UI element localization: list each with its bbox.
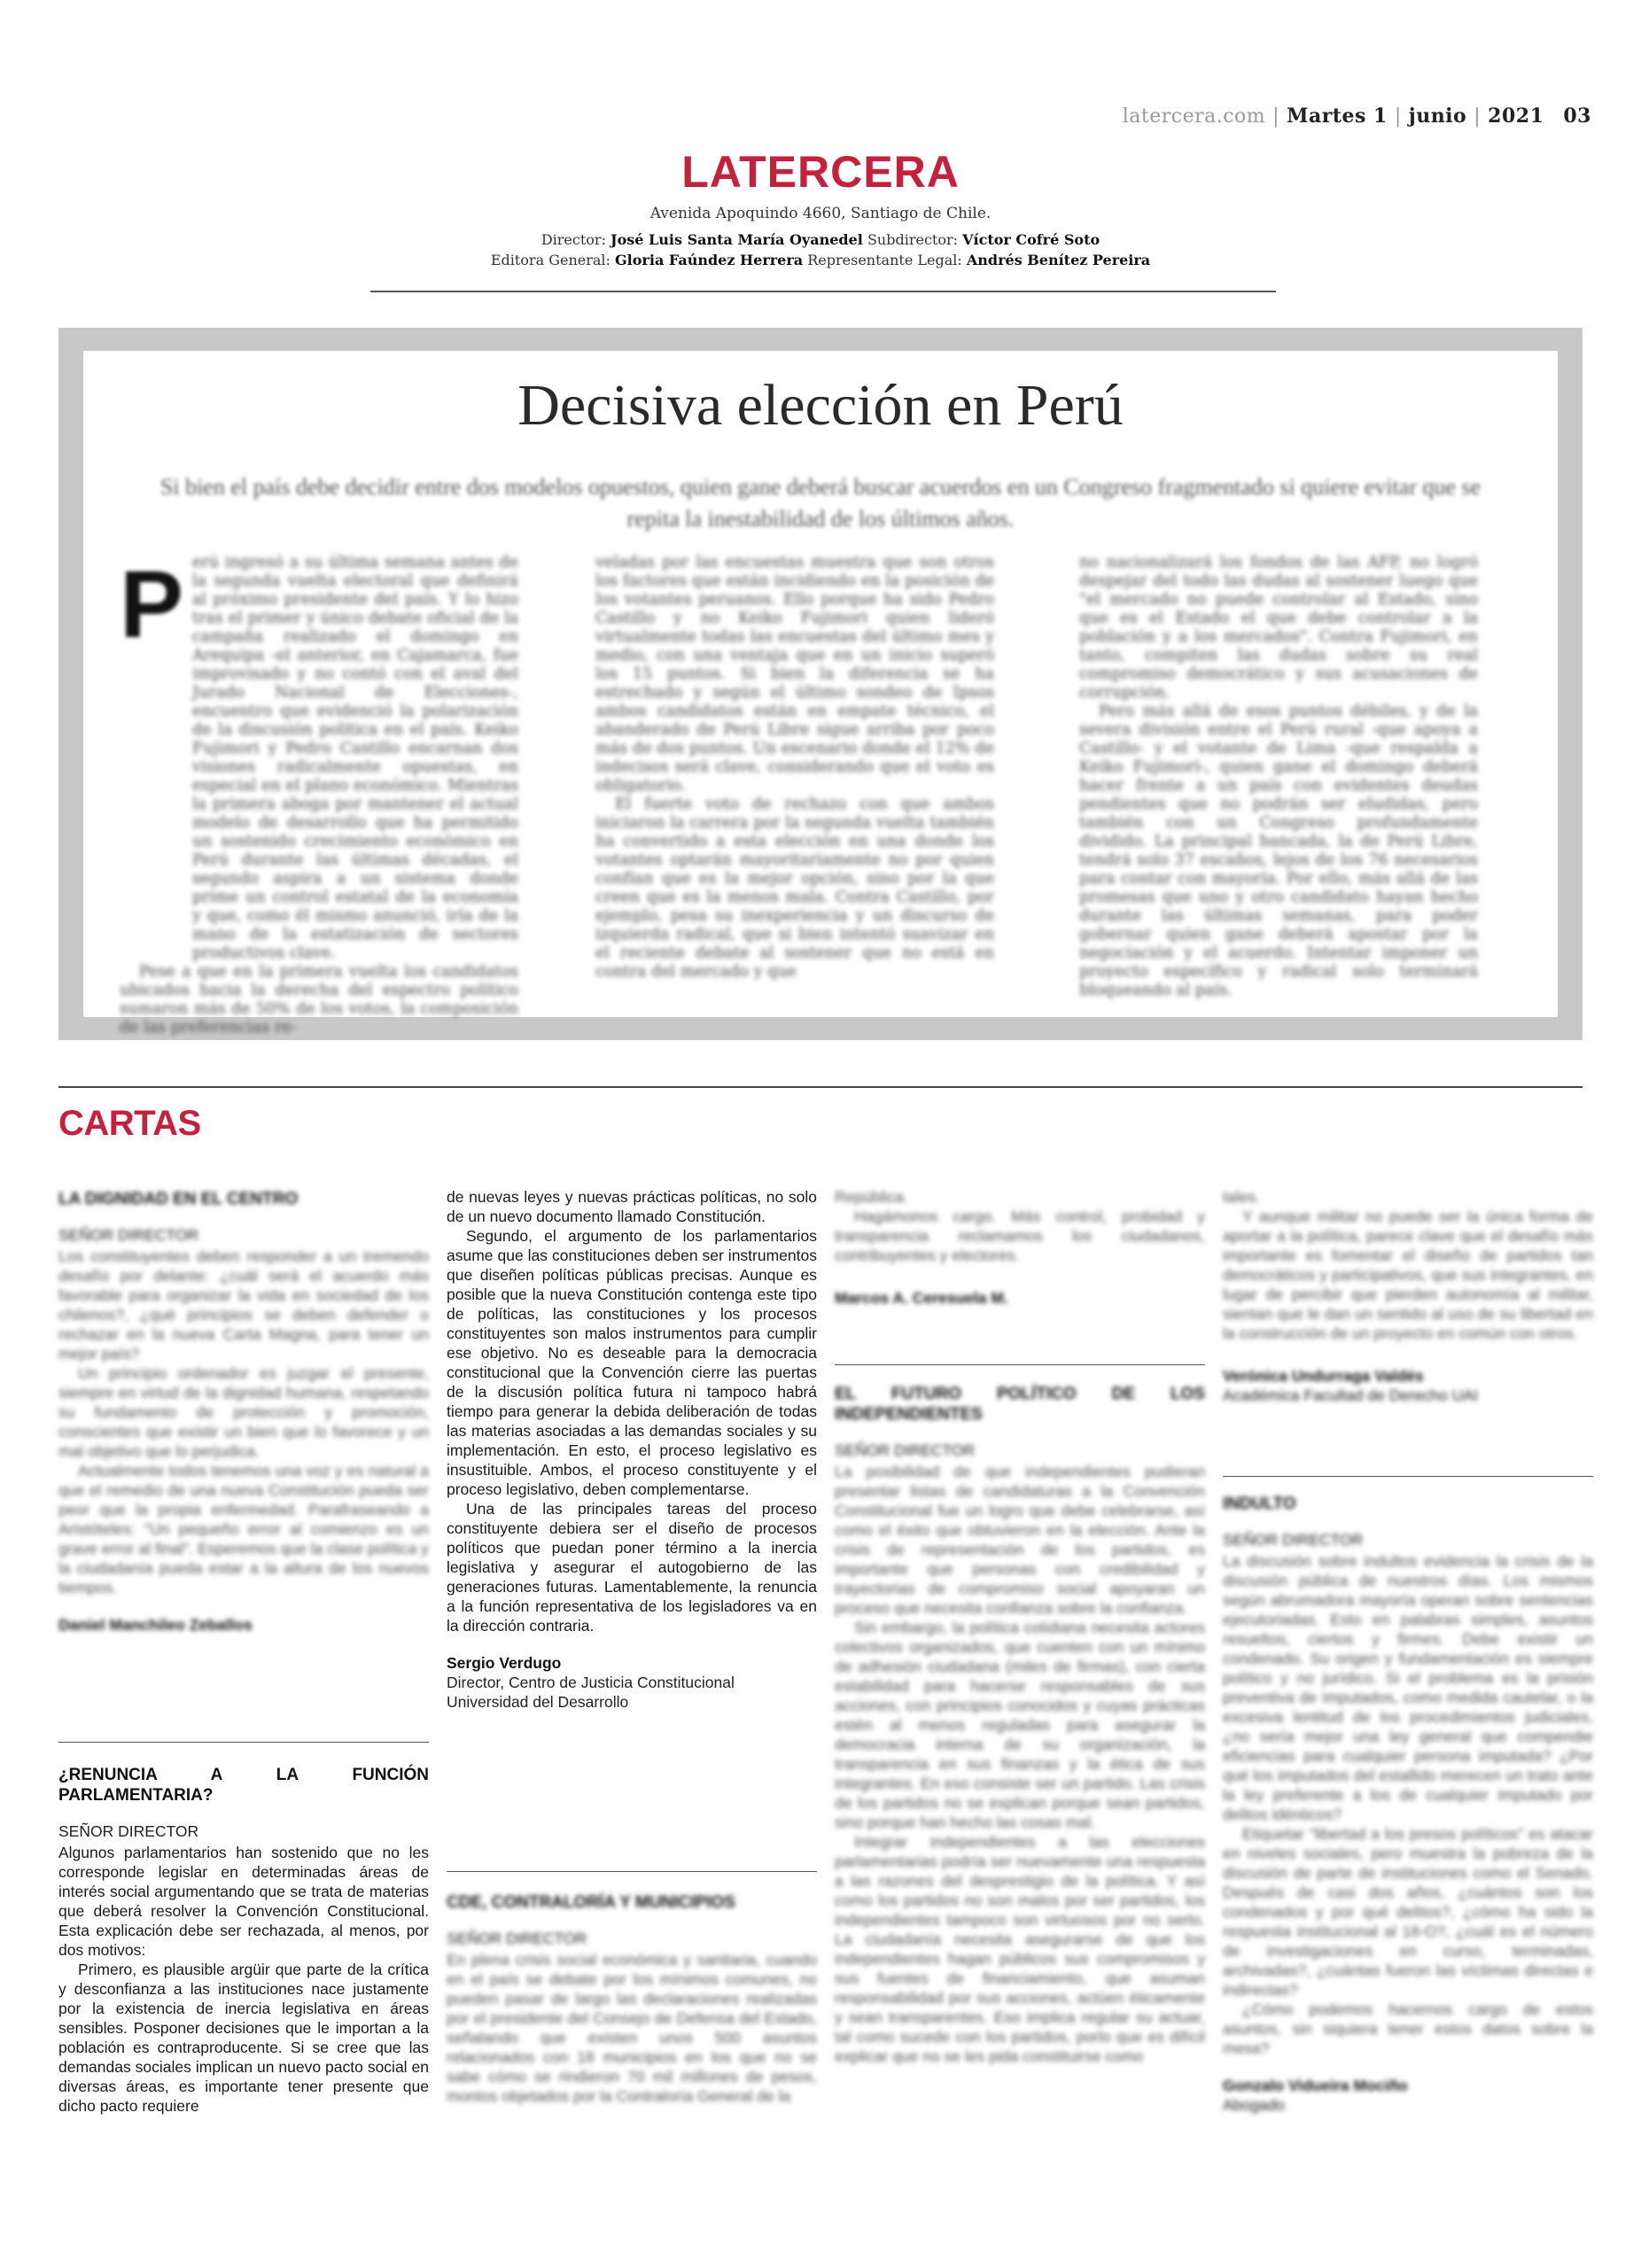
staff-line-2: [0, 252, 1641, 268]
editorial-paragraph: Pese a que en la primera vuelta los candidatos ubicados hacia la derecha del espectro político sumaron más de 50% de los votos, la composición de las preferencias re-: [120, 963, 518, 1037]
letter-heading: ¿RENUNCIA A LA FUNCIÓN PARLAMENTARIA?: [58, 1766, 429, 1805]
letter-paragraph: La discusión sobre indultos evidencia la crisis de la discusión pública de nuestros días. Los mismos según abrumadora mayoría operan sobre sentencias ejecutoriadas. Esto en palabras simples, asuntos resueltos, ciertos y firmes. Debe existir un condenado. Su origen y fundamentación es siempre político y no jurídico. Si el problema es la prisión preventiva de imputados, como medida cautelar, o la excesiva lentitud de los procedimientos judiciales, ¿no sería mejor una ley general que compendie eficiencias para cualquier persona imputada? ¿Por qué los imputados del estallido merecen un trato ante la ley preferente a los de cualquier imputado por delitos idénticos?: [1223, 1552, 1593, 1823]
editorial-paragraph: no nacionalizará los fondos de las AFP, no logró despejar del todo las dudas al sostener luego que "el mercado no puede controlar al Estado, sino que es el Estado el que debe controlar a la población y a los mercados". Contra Fujimori, en tanto, compiten las dudas sobre su real compromiso democrático y sus acusaciones de corrupción.: [1079, 554, 1478, 702]
date-month: junio: [1408, 105, 1467, 128]
letter-divider: [58, 1742, 429, 1743]
editorial-title: Decisiva elección en Perú: [517, 373, 1124, 438]
letter-signature: Marcos A. Ceresuela M.: [835, 1289, 1008, 1307]
director-label: Director:: [541, 231, 606, 248]
letter-paragraph: Un principio ordenador es juzgar el presente, siempre en virtud de la dignidad humana, respetando su fundamento de protección y promoción, conscientes que existir un bien que lo favorece y un mal objetivo que lo perjudica.: [58, 1364, 429, 1460]
letter-salutation: SEÑOR DIRECTOR: [447, 1930, 587, 1947]
letter-paragraph: Los constituyentes deben responder a un tremendo desafío por delante: ¿cuál será el acuerdo más favorable para organizar la vida en sociedad de los chilenos?, ¿qué principios se deben defender o rechazar en la nueva Carta Magna, para tener un mejor país?: [58, 1247, 429, 1363]
letter-signature: Daniel Manchileo Zeballos: [58, 1616, 253, 1634]
letter-paragraph: La posibilidad de que independientes pudieran presentar listas de candidaturas a la Convención Constitucional fue un logro que debe celebrarse, así como el éxito que obtuvieron en la elección. Ante la crisis de representación de los partidos, es importante que personas con credibilidad y trayectorias de compromiso social apoyaran un proceso que necesita confianza sobre la confianza.: [835, 1463, 1205, 1617]
letter-salutation: SEÑOR DIRECTOR: [1223, 1531, 1364, 1549]
letter-renuncia-part1: [58, 1765, 429, 2116]
letter-signature: Sergio Verdugo: [447, 1654, 562, 1672]
letter-independientes: [835, 1384, 1205, 2066]
signature-role: Abogado: [1223, 2096, 1286, 2114]
letter-paragraph: tales.: [1223, 1188, 1260, 1206]
signature-role: Director, Centro de Justicia Constitucional: [447, 1674, 735, 1691]
letter-indulto: [1223, 1494, 1593, 2115]
letter-paragraph: Etiquetar "libertad a los presos políticos" es atacar en niveles sociales, pero muestra la pobreza de la discusión de parte de instituciones como el Senado. Después de casi dos años, ¿cuántos son los condenados y por qué delitos?, ¿cómo ha sido la respuesta institucional al 18-O?, ¿cuál es el número de investigaciones en curso, terminadas, archivadas?, ¿cuántas fueron las víctimas directas e indirectas?: [1223, 1825, 1593, 1999]
letter-paragraph: Actualmente todos tenemos una voz y es natural a que el remedio de una nueva Constitución pueda ser peor que la propia enfermedad. Parafraseando a Aristóteles: "Un pequeño error al comienzo es un grave error al final". Esperemos que la clase política y la ciudadanía pueda estar a la altura de los nuevos tiempos.: [58, 1462, 429, 1596]
letter-heading: INDULTO: [1223, 1495, 1296, 1513]
date-day: Martes 1: [1287, 105, 1388, 128]
signature-role: Académica Facultad de Derecho UAI: [1223, 1386, 1478, 1404]
letter-signature: Gonzalo Vidueira Mociño: [1223, 2077, 1408, 2094]
cartas-divider: [58, 1086, 1583, 1088]
letter-paragraph: ¿Cómo podemos hacernos cargo de estos asuntos, sin siquiera tener estos datos sobre la mesa?: [1223, 2000, 1593, 2057]
letter-heading: CDE, CONTRALORÍA Y MUNICIPIOS: [447, 1893, 735, 1912]
letter-paragraph: de nuevas leyes y nuevas prácticas políticas, no solo de un nuevo documento llamado Constitución.: [447, 1188, 817, 1225]
editorial-paragraph: erú ingresó a su última semana antes de la segunda vuelta electoral que definirá al próximo presidente del país. Y lo hizo tras el primer y único debate oficial de la campaña realizado el domingo en Arequipa -el anterior, en Cajamarca, fue improvisado y no contó con el aval del Jurado Nacional de Elecciones-, encuentro que evidenció la polarización de la discusión política en el país. Keiko Fujimori y Pedro Castillo encarnan dos visiones radicalmente opuestas, en especial en el plano económico. Mientras la primera aboga por mantener el actual modelo de desarrollo que ha permitido un sostenido crecimiento económico en Perú durante las últimas décadas, el segundo aspira a un sistema donde prime un control estatal de la economía y que, como él mismo anunció, iría de la mano de la estatización de sectores productivos clave.: [192, 554, 518, 962]
letter-salutation: SEÑOR DIRECTOR: [835, 1441, 976, 1459]
letter-salutation: SEÑOR DIRECTOR: [58, 1822, 199, 1840]
letter-independientes-part2: [1223, 1187, 1593, 1405]
masthead: [0, 146, 1641, 268]
letter-divider: [447, 1871, 817, 1872]
letter-divider: [835, 1364, 1205, 1365]
letter-cde-part2: [835, 1187, 1205, 1308]
site-url: latercera.com: [1122, 105, 1266, 128]
letter-paragraph: Y aunque militar no puede ser la única forma de aportar a la política, parece clave que el desafío más importante es fomentar el diseño de partidos tan democráticos y participativos, que sus integrantes, en lugar de percibir que pierden autonomía al militar, sientan que le dan un sentido al uso de su libertad en la construcción de un proyecto en común con otros.: [1223, 1208, 1593, 1342]
editorial-paragraph: veladas por las encuestas muestra que son otros los factores que están incidiendo en la posición de los votantes peruanos. Ello porque ha sido Pedro Castillo y no Keiko Fujimori quien lideró virtualmente todas las encuestas del último mes y medio, con una ventaja que en un inicio superó los 15 puntos. Si bien la diferencia se ha estrechado y según el último sondeo de Ipsos ambos candidatos están en empate técnico, el abanderado de Perú Libre sigue arriba por poco más de dos puntos. Un escenario donde el 12% de indecisos será clave, considerando que el voto es obligatorio.: [595, 554, 994, 795]
letter-paragraph: Integrar independientes a las elecciones parlamentarias podría ser nuevamente una respuesta a las razones del desprestigio de la política. Y así como los partidos no son malos por ser partidos, los independientes tampoco son virtuosos por no serlo. La ciudadanía necesita asegurarse de que los independientes hagan públicos sus compromisos y sus fuentes de financiamiento, que asuman responsabilidad por sus acciones, actúen éticamente y sean transparentes. Eso implica regular su actuar, tal como sucede con los partidos, porlo que es difícil explicar que no se les pida constituirse como: [835, 1833, 1205, 2065]
letter-paragraph: Una de las principales tareas del proceso constituyente debiera ser el diseño de procesos políticos que puedan poner término a la inercia legislativa y asegurar el autogobierno de las generaciones futuras. Lamentablemente, la renuncia a la función representativa de los legisladores va en la dirección contraria.: [447, 1500, 817, 1635]
letter-salutation: SEÑOR DIRECTOR: [58, 1226, 199, 1244]
staff-line-1: [0, 231, 1641, 248]
representante-label: Representante Legal:: [807, 252, 962, 268]
subdirector-name: Víctor Cofré Soto: [962, 231, 1100, 248]
editorial-column-1: [120, 550, 518, 1037]
signature-affiliation: Universidad del Desarrollo: [447, 1693, 629, 1711]
letter-heading: LA DIGNIDAD EN EL CENTRO: [58, 1190, 299, 1208]
editora-label: Editora General:: [490, 252, 611, 268]
masthead-divider: [370, 291, 1276, 292]
page-number: 03: [1563, 105, 1591, 128]
representante-name: Andrés Benítez Pereira: [966, 252, 1151, 268]
letters-column-1: [58, 1189, 429, 1635]
editorial-dropcap: P: [120, 550, 184, 657]
letter-heading: EL FUTURO POLÍTICO DE LOS INDEPENDIENTES: [835, 1385, 1205, 1424]
editorial-paragraph: Pero más allá de esos puntos débiles, y de la severa división entre el Perú rural -que apoya a Castillo- y el votante de Lima -que respalda a Keiko Fujimori-, quien gane el domingo deberá hacer frente a un país con evidentes deudas pendientes que no podrán ser eludidas, pero también con un Congreso profundamente dividido. La principal bancada, la de Perú Libre, tendrá solo 37 escaños, lejos de los 76 necesarios para contar con mayoría. Por ello, más allá de las promesas que uno y otro candidato hayan hecho durante las últimas semanas, para poder gobernar quien gane deberá apostar por la negociación y el acuerdo. Intentar imponer un proyecto específico y radical solo terminará bloqueando al país.: [1079, 703, 1478, 999]
newspaper-logo: LATERCERA: [681, 147, 960, 197]
letter-paragraph: Segundo, el argumento de los parlamentarios asume que las constituciones deben ser instrumentos que diseñen políticas públicas precisas. Aunque es posible que la nueva Constitución contenga este tipo de políticas, las constituciones y los procesos constituyentes son malos instrumentos para cumplir ese objetivo. No es deseable para la democracia constitucional que la Convención cierre las puertas de la discusión política futura ni tampoco habrá tiempo para generar la debida deliberación de todas las materias asociadas a las demandas sociales y su implementación. En esto, el proceso legislativo es insustituible. Ambos, el proceso constituyente y el proceso legislativo, deben complementarse.: [447, 1227, 817, 1498]
editorial-column-3: [1079, 554, 1478, 1000]
letter-signature: Verónica Undurraga Valdés: [1223, 1367, 1424, 1385]
editora-name: Gloria Faúndez Herrera: [615, 252, 804, 268]
editorial-column-2: [595, 554, 994, 982]
letter-divider: [1223, 1476, 1593, 1477]
letter-cde-part1: [447, 1892, 817, 2106]
letter-paragraph: Hagámonos cargo. Más control, probidad y transparencia reclamamos los ciudadanos, contribuyentes y electores.: [835, 1208, 1205, 1264]
date-year: 2021: [1488, 105, 1544, 128]
editorial-subtitle: Si bien el país debe decidir entre dos modelos opuestos, quien gane deberá buscar acuerdos en un Congreso fragmentado si quiere evitar que se repita la inestabilidad de los últimos años.: [159, 474, 1482, 532]
letter-dignidad: [58, 1189, 429, 1635]
letter-paragraph: Primero, es plausible argüir que parte de la crítica y desconfianza a las instituciones nace justamente por la existencia de inercia legislativa en áreas sensibles. Posponer decisiones que le importan a la población es contraproducente. Si se cree que las demandas sociales implican un nuevo pacto social en diversas áreas, es importante tener presente que dicho pacto requiere: [58, 1961, 429, 2115]
page-header-info: latercera.com | Martes 1 | junio | 2021 03: [1122, 105, 1591, 128]
subdirector-label: Subdirector:: [867, 231, 958, 248]
letter-paragraph: Algunos parlamentarios han sostenido que no les corresponde legislar en determinadas áreas de interés social argumentando que se trata de materias que deberá resolver la Convención Constitucional. Esta explicación debe ser rechazada, al menos, por dos motivos:: [58, 1844, 429, 1959]
director-name: José Luis Santa María Oyanedel: [611, 231, 863, 248]
editorial-paragraph: El fuerte voto de rechazo con que ambos iniciaron la carrera por la segunda vuelta también ha convertido a esta elección en una donde los votantes optarán mayoritariamente no por quien confían que es la mejor opción, sino por la que creen que es la menos mala. Contra Castillo, por ejemplo, pesa su inexperiencia y un discurso de izquierda radical, que si bien intentó suavizar en el reciente debate al sostener que no está en contra del mercado y que: [595, 796, 994, 981]
letter-paragraph: República.: [835, 1188, 908, 1206]
letter-renuncia-part2: [447, 1187, 817, 1712]
section-title-cartas: CARTAS: [58, 1104, 201, 1143]
address: Avenida Apoquindo 4660, Santiago de Chile.: [649, 205, 992, 222]
letter-paragraph: En plena crisis social económica y sanitaria, cuando en el país se debate por los mínimos comunes, no pueden pasar de largo las declaraciones realizadas por el presidente del Consejo de Defensa del Estado, señalando que existen unos 500 asuntos relacionados con 18 municipios en los que no se sabe cómo se rindieron 70 mil millones de pesos, montos objetados por la Contraloría General de la: [447, 1951, 817, 2105]
letter-paragraph: Sin embargo, la política cotidiana necesita actores colectivos organizados, que cuenten con un mínimo de adhesión ciudadana (miles de firmas), con cierta estabilidad para hacerse responsables de sus acciones, con principios conocidos y cuyas prácticas estén al menos reguladas para asegurar la democracia interna de su organización, la transparencia en sus finanzas y la ética de sus integrantes. En eso consiste ser un partido. Las crisis de los partidos no se explican porque sean partidos, sino porque han hecho las cosas mal.: [835, 1619, 1205, 1831]
